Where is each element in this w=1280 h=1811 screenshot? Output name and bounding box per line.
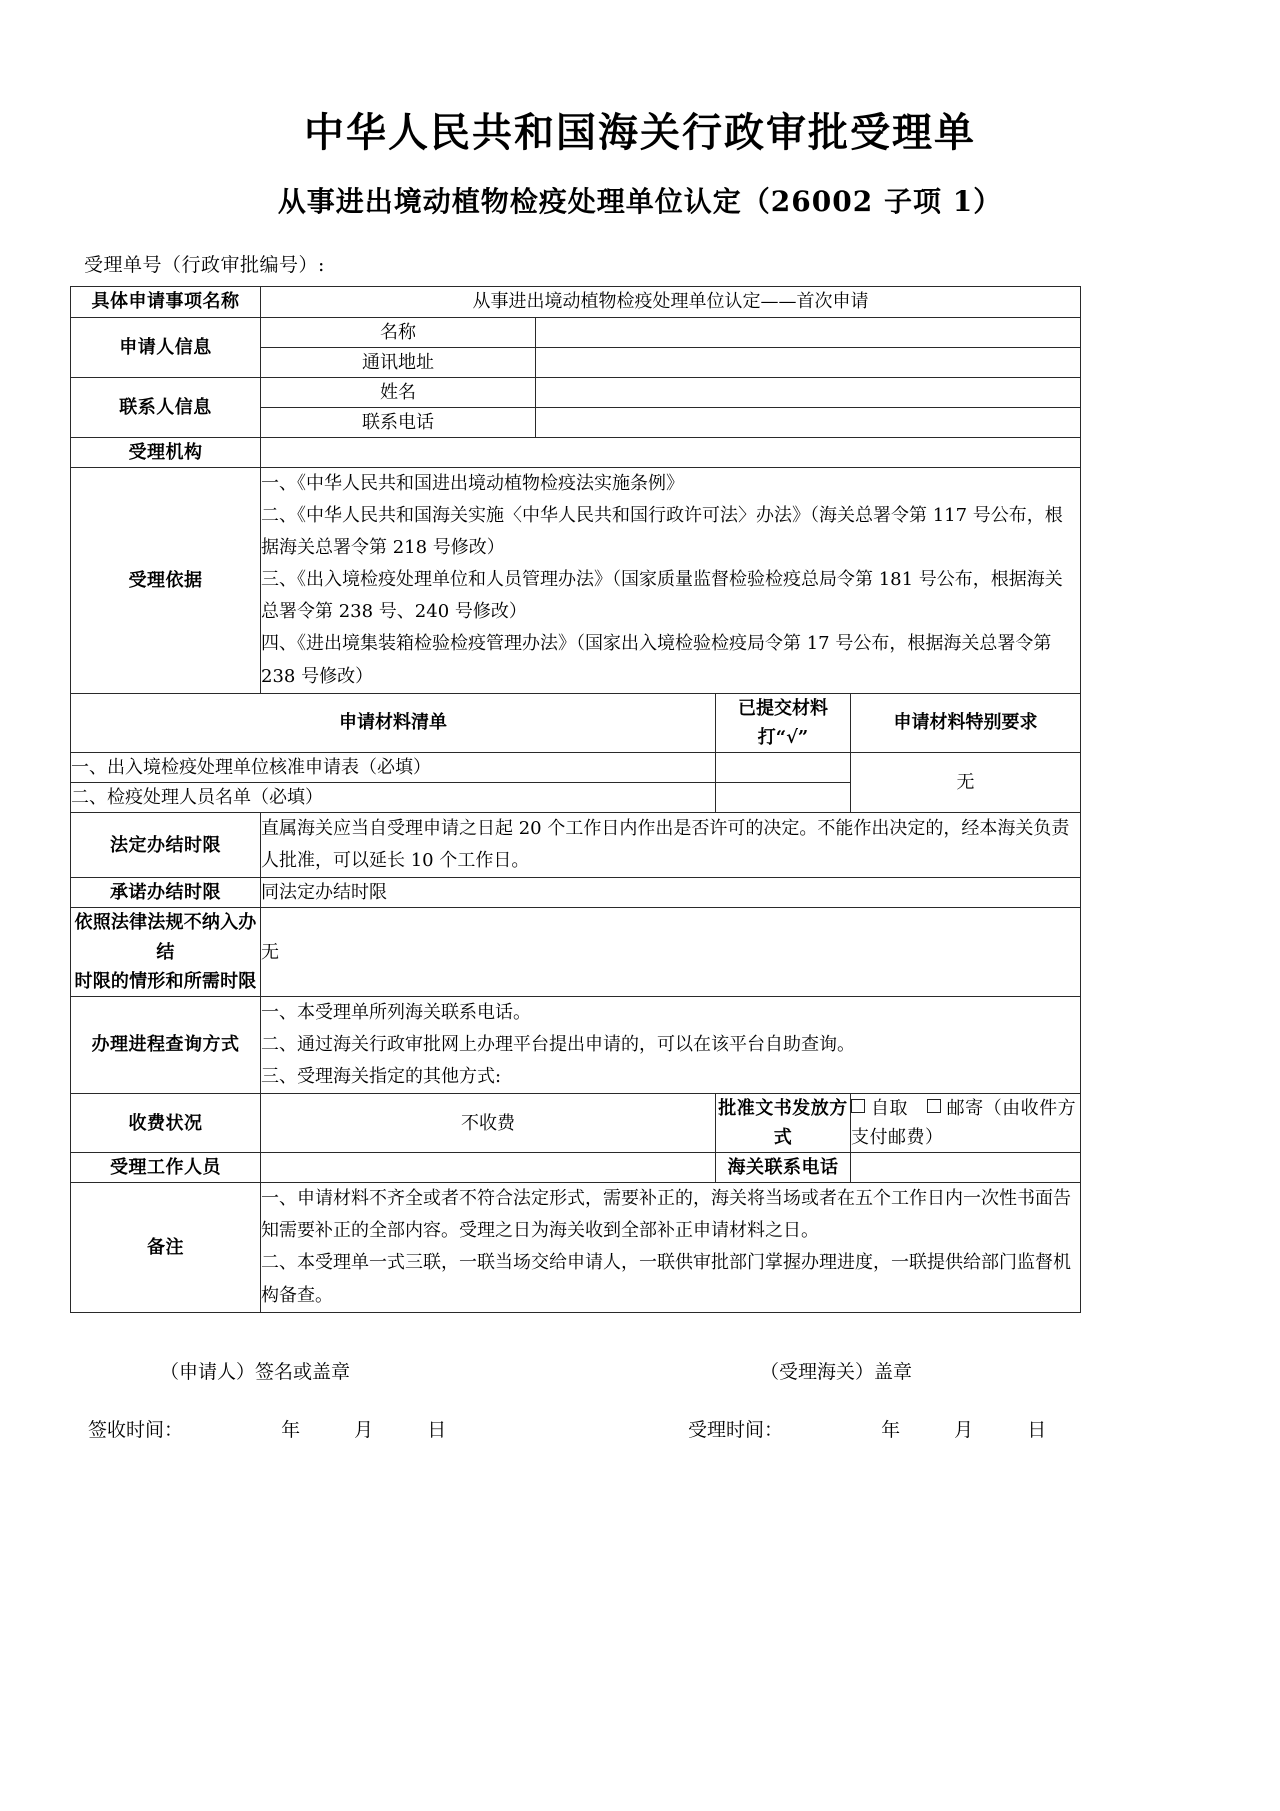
contact-phone-label: 联系电话 [261,408,536,438]
special-requirements-header: 申请材料特别要求 [851,693,1081,752]
material-item-label: 二、检疫处理人员名单（必填） [71,783,716,813]
receipt-year-label: 年 [281,1418,301,1441]
date-row [70,1415,1080,1443]
material-checkbox-cell[interactable] [716,752,851,782]
promised-limit-label: 承诺办结时限 [71,878,261,908]
table-row-statutory-limit [71,813,1081,878]
applicant-address-field[interactable] [536,347,1081,377]
checkbox-self-pickup-icon[interactable] [851,1099,865,1113]
legal-basis-content [261,468,1081,693]
accept-time-label: 受理时间： [688,1418,784,1441]
table-row-excluded-limit [71,908,1081,996]
receipt-date-group [88,1415,446,1442]
table-row-materials-header [71,693,1081,752]
accept-month-label: 月 [954,1418,974,1441]
applicant-signature-label: （申请人）签名或盖章 [160,1360,351,1383]
submitted-header-line1: 已提交材料 [738,697,828,719]
material-item-label: 一、出入境检疫处理单位核准申请表（必填） [71,752,716,782]
progress-query-item: 一、本受理单所列海关联系电话。 [261,1001,531,1023]
delivery-option-mail-label: 邮寄（由收件方支付邮费） [851,1097,1077,1149]
remarks-label: 备注 [71,1183,261,1312]
statutory-limit-label: 法定办结时限 [71,813,261,878]
delivery-option-self-label: 自取 [871,1097,908,1119]
remarks-item: 二、本受理单一式三联，一联当场交给申请人，一联供审批部门掌握办理进度，一联提供给部门监督机构备查。 [261,1252,1071,1306]
accepting-org-label: 受理机构 [71,438,261,468]
table-row-fee-status [71,1093,1081,1152]
contact-phone-field[interactable] [536,408,1081,438]
materials-list-header: 申请材料清单 [71,693,716,752]
receipt-time-label: 签收时间： [88,1418,184,1441]
table-row-applicant-name [71,317,1081,347]
receipt-day-label: 日 [427,1418,447,1441]
accept-date-group [688,1415,1046,1442]
table-row-promised-limit [71,878,1081,908]
statutory-limit-text: 直属海关应当自受理申请之日起 20 个工作日内作出是否许可的决定。不能作出决定的，经本海关负责人批准，可以延长 10 个工作日。 [261,818,1070,872]
legal-basis-item: 三、《出入境检疫处理单位和人员管理办法》（国家质量监督检验检疫总局令第 181 号公布，根据海关总署令第 238 号、240 号修改） [261,569,1063,623]
applicant-info-label: 申请人信息 [71,317,261,377]
table-row-contact-name [71,377,1081,407]
customs-phone-field[interactable] [851,1153,1081,1183]
applicant-name-label: 名称 [261,317,536,347]
staff-label: 受理工作人员 [71,1153,261,1183]
contact-name-label: 姓名 [261,377,536,407]
page-subtitle: 从事进出境动植物检疫处理单位认定（26002 子项 1） [277,185,1003,218]
staff-field[interactable] [261,1153,716,1183]
progress-query-content [261,996,1081,1093]
delivery-method-options [851,1093,1081,1152]
item-name-label: 具体申请事项名称 [71,287,261,317]
special-requirements-value: 无 [851,752,1081,812]
legal-basis-item: 二、《中华人民共和国海关实施〈中华人民共和国行政许可法〉办法》（海关总署令第 117 号公布，根据海关总署令第 218 号修改） [261,505,1063,559]
table-row-material-1 [71,752,1081,782]
accept-year-label: 年 [881,1418,901,1441]
applicant-name-field[interactable] [536,317,1081,347]
accepting-org-field[interactable] [261,438,1081,468]
contact-info-label: 联系人信息 [71,377,261,437]
table-row-remarks [71,1183,1081,1312]
receipt-month-label: 月 [354,1418,374,1441]
progress-query-item: 三、受理海关指定的其他方式: [261,1065,502,1087]
fee-status-label: 收费状况 [71,1093,261,1152]
signature-row [70,1357,1080,1385]
checkbox-mail-icon[interactable] [927,1099,941,1113]
statutory-limit-value [261,813,1081,878]
progress-query-item: 二、通过海关行政审批网上办理平台提出申请的，可以在该平台自助查询。 [261,1033,855,1055]
page-title: 中华人民共和国海关行政审批受理单 [304,109,976,156]
table-row-legal-basis [71,468,1081,693]
applicant-address-label: 通讯地址 [261,347,536,377]
excluded-limit-value: 无 [261,908,1081,996]
fee-status-value: 不收费 [261,1093,716,1152]
serial-number-label: 受理单号（行政审批编号）: [84,254,325,277]
legal-basis-item: 四、《进出境集装箱检验检疫管理办法》（国家出入境检验检疫局令第 17 号公布，根据海关总署令第 238 号修改） [261,633,1052,687]
remarks-item: 一、申请材料不齐全或者不符合法定形式，需要补正的，海关将当场或者在五个工作日内一次性书面告知需要补正的全部内容。受理之日为海关收到全部补正申请材料之日。 [261,1188,1071,1242]
customs-seal-label: （受理海关）盖章 [760,1360,913,1383]
remarks-content [261,1183,1081,1312]
contact-name-field[interactable] [536,377,1081,407]
customs-phone-label: 海关联系电话 [716,1153,851,1183]
excluded-limit-label-line2: 时限的情形和所需时限 [74,970,257,992]
delivery-method-label: 批准文书发放方式 [716,1093,851,1152]
submitted-materials-header [716,693,851,752]
submitted-header-line2: 打“√” [757,726,809,748]
excluded-limit-label [71,908,261,996]
accept-day-label: 日 [1027,1418,1047,1441]
progress-query-label: 办理进程查询方式 [71,996,261,1093]
promised-limit-value: 同法定办结时限 [261,878,1081,908]
table-row-staff [71,1153,1081,1183]
approval-form-table [70,286,1081,1312]
table-row-accepting-org [71,438,1081,468]
table-row-progress-query [71,996,1081,1093]
table-row-item-name [71,287,1081,317]
legal-basis-item: 一、《中华人民共和国进出境动植物检疫法实施条例》 [261,473,684,495]
legal-basis-label: 受理依据 [71,468,261,693]
material-checkbox-cell[interactable] [716,783,851,813]
item-name-value: 从事进出境动植物检疫处理单位认定——首次申请 [261,287,1081,317]
excluded-limit-label-line1: 依照法律法规不纳入办结 [74,912,257,963]
